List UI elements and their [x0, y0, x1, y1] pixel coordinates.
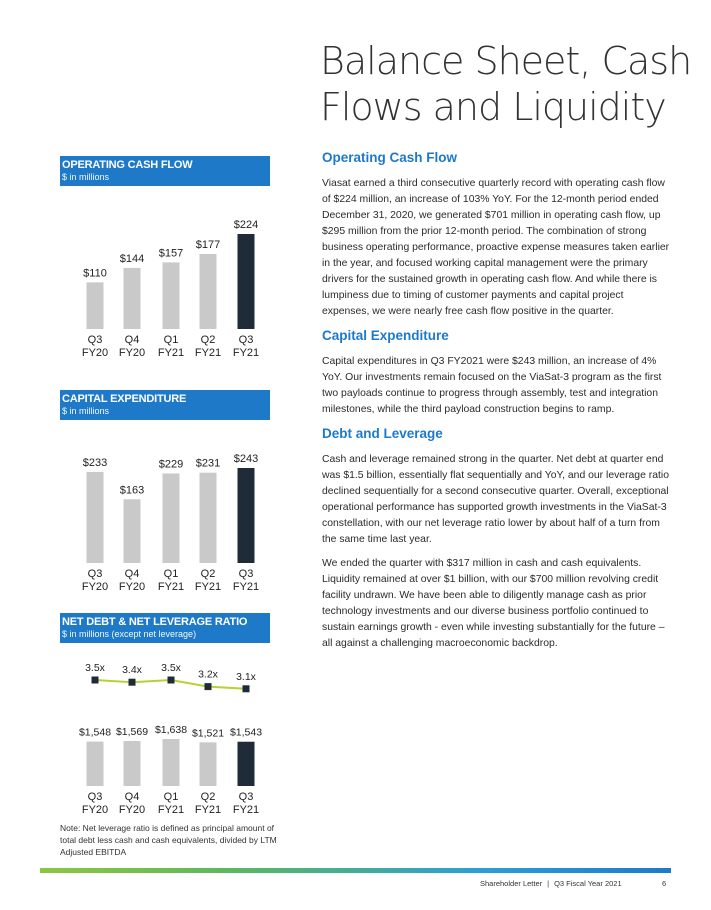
tick-q-0: Q3	[87, 334, 103, 346]
ratio-marker-q4-fy20	[129, 679, 136, 686]
category-labels-group	[82, 334, 259, 359]
panel-subtitle: $ in millions (except net leverage)	[62, 629, 197, 639]
tick-q-2: Q1	[163, 334, 179, 346]
tick-fy-0: FY20	[81, 347, 109, 359]
ratio-marker-q3-fy21	[243, 685, 250, 692]
bar-q2-fy21	[200, 473, 217, 563]
ratio-label-q2-fy21: 3.2x	[198, 668, 218, 681]
category-labels-group	[82, 791, 259, 816]
bar-q3-fy20	[87, 282, 104, 329]
tick-q-0: Q3	[87, 791, 103, 803]
tick-fy-0: FY20	[81, 804, 109, 816]
tick-q-3: Q2	[200, 568, 216, 580]
bar-q1-fy21	[163, 262, 180, 329]
tick-fy-2: FY21	[157, 581, 185, 593]
value-label-q2-fy21: $231	[195, 457, 221, 470]
page-title-line2: Flows and Liquidity	[320, 85, 666, 129]
page-number: 6	[662, 879, 667, 888]
bar-q3-fy20	[87, 742, 104, 786]
tick-fy-3: FY21	[194, 804, 222, 816]
net-debt-leverage-panel	[60, 613, 270, 828]
bar-q4-fy20	[124, 741, 141, 786]
tick-fy-1: FY20	[118, 581, 146, 593]
value-label-q1-fy21: $157	[158, 247, 184, 260]
ratio-label-q4-fy20: 3.4x	[122, 664, 142, 677]
value-label-q3-fy20: $110	[83, 267, 107, 280]
tick-q-4: Q3	[238, 334, 254, 346]
ratio-marker-q1-fy21	[168, 677, 175, 684]
tick-fy-2: FY21	[157, 804, 185, 816]
footer-period: Q3 Fiscal Year 2021	[554, 879, 622, 888]
panel-title: OPERATING CASH FLOW	[62, 159, 193, 171]
value-label-q4-fy20: $1,569	[115, 725, 149, 738]
panel-subtitle: $ in millions	[62, 406, 110, 416]
section-heading-debt-and-leverage: Debt and Leverage	[322, 426, 443, 441]
tick-q-0: Q3	[87, 568, 103, 580]
footer-separator: |	[547, 879, 550, 888]
main-content	[322, 150, 672, 660]
bar-q4-fy20	[124, 268, 141, 329]
section-heading-operating-cash-flow: Operating Cash Flow	[322, 150, 458, 165]
bar-q2-fy21	[200, 254, 217, 329]
paragraph-operating-cash-flow: Viasat earned a third consecutive quarterly record with operating cash flow of $224 million, an increase of 103% YoY. For the 12-month period ended December 31, 2020, we generated $701 million in operating cash flow, up $295 million from the prior 12-month period. The combination of strong business operating performance, proactive expense measures taken earlier in the year, and focused working capital management were the primary drivers for the sustained growth in operating cash flow. And while there is lumpiness due to timing of customer payments and capital project expenses, we were nearly free cash flow positive in the quarter.	[322, 178, 670, 317]
panel-header	[60, 390, 270, 420]
tick-fy-3: FY21	[194, 581, 222, 593]
bar-q2-fy21	[200, 742, 217, 786]
page-title	[320, 38, 700, 130]
value-label-q4-fy20: $163	[119, 484, 145, 497]
value-label-q3-fy21: $224	[233, 219, 259, 231]
tick-fy-1: FY20	[118, 347, 146, 359]
bars-group	[87, 468, 255, 563]
panel-header	[60, 156, 270, 186]
section-heading-capital-expenditure: Capital Expenditure	[322, 328, 449, 343]
operating-cash-flow-panel	[60, 156, 270, 371]
tick-q-2: Q1	[163, 791, 179, 803]
tick-fy-3: FY21	[194, 347, 222, 359]
bar-q1-fy21	[163, 739, 180, 786]
tick-q-1: Q4	[124, 334, 140, 346]
page-title-line1: Balance Sheet, Cash	[320, 39, 692, 83]
category-labels-group	[82, 568, 259, 593]
tick-q-4: Q3	[238, 791, 254, 803]
tick-q-1: Q4	[124, 791, 140, 803]
ratio-label-q3-fy20: 3.5x	[85, 662, 105, 674]
leverage-markers-group	[92, 677, 250, 693]
bar-q3-fy21	[238, 234, 255, 329]
footer-gradient-bar	[40, 868, 671, 873]
footer-text	[480, 879, 622, 888]
value-label-q3-fy21: $1,543	[229, 726, 263, 739]
capital-expenditure-chart	[60, 420, 270, 605]
capital-expenditure-panel	[60, 390, 270, 605]
tick-q-3: Q2	[200, 334, 216, 346]
bar-q3-fy21	[238, 468, 255, 563]
value-labels-group	[79, 724, 262, 739]
panel-header	[60, 613, 270, 643]
tick-q-2: Q1	[163, 568, 179, 580]
bar-q3-fy20	[87, 472, 104, 563]
panel-subtitle: $ in millions	[62, 172, 110, 182]
tick-q-4: Q3	[238, 568, 254, 580]
value-label-q2-fy21: $177	[195, 238, 221, 251]
paragraph-debt-and-leverage-1: Cash and leverage remained strong in the quarter. Net debt at quarter end was $1.5 billion, essentially flat sequentially and YoY, and our leverage ratio declined sequentially for a second consecutive quarter. Overall, exceptional operational performance has supported growth investments in the ViaSat-3 constellation, with our net leverage ratio lower by about half of a turn from the same time last year.	[322, 454, 669, 545]
value-label-q3-fy20: $1,548	[78, 726, 112, 739]
bar-q1-fy21	[163, 473, 180, 563]
value-label-q4-fy20: $144	[119, 252, 145, 265]
tick-fy-2: FY21	[157, 347, 185, 359]
paragraph-debt-and-leverage-2: We ended the quarter with $317 million in cash and cash equivalents. Liquidity remained at over $1 billion, with our $700 million revolving credit facility undrawn. We have been able to diligently manage cash as prior technology investments and our diverse business portfolio continued to sustain earnings growth - even while investing substantially for the future – all against a challenging macroeconomic backdrop.	[322, 558, 665, 649]
panel-title: CAPITAL EXPENDITURE	[62, 393, 187, 405]
panel-title: NET DEBT & NET LEVERAGE RATIO	[62, 616, 248, 628]
tick-fy-4: FY21	[232, 581, 260, 593]
value-label-q3-fy20: $233	[82, 456, 108, 469]
ratio-label-q3-fy21: 3.1x	[236, 670, 256, 683]
value-label-q2-fy21: $1,521	[191, 727, 225, 740]
tick-fy-0: FY20	[81, 581, 109, 593]
tick-q-3: Q2	[200, 791, 216, 803]
operating-cash-flow-chart	[60, 186, 270, 371]
bars-group	[87, 739, 255, 786]
footer-document-name: Shareholder Letter	[480, 879, 543, 888]
bar-q3-fy21	[238, 742, 255, 786]
ratio-marker-q2-fy21	[205, 683, 212, 690]
value-label-q1-fy21: $1,638	[154, 724, 188, 736]
ratio-marker-q3-fy20	[92, 677, 99, 684]
value-label-q1-fy21: $229	[158, 458, 184, 471]
ratio-label-q1-fy21: 3.5x	[161, 662, 181, 674]
tick-fy-4: FY21	[232, 804, 260, 816]
value-label-q3-fy21: $243	[233, 453, 259, 465]
tick-q-1: Q4	[124, 568, 140, 580]
tick-fy-1: FY20	[118, 804, 146, 816]
leverage-footnote: Note: Net leverage ratio is defined as principal amount of total debt less cash and cash equivalents, divided by LTM Adjusted EBITDA	[60, 823, 277, 857]
paragraph-capital-expenditure: Capital expenditures in Q3 FY2021 were $243 million, an increase of 4% YoY. Our investments remain focused on the ViaSat-3 program as the first two payloads continue to progress through assembly, test and integration milestones, while the third payload construction begins to ramp.	[322, 356, 662, 415]
bar-q4-fy20	[124, 499, 141, 563]
net-debt-leverage-chart	[60, 643, 270, 828]
tick-fy-4: FY21	[232, 347, 260, 359]
